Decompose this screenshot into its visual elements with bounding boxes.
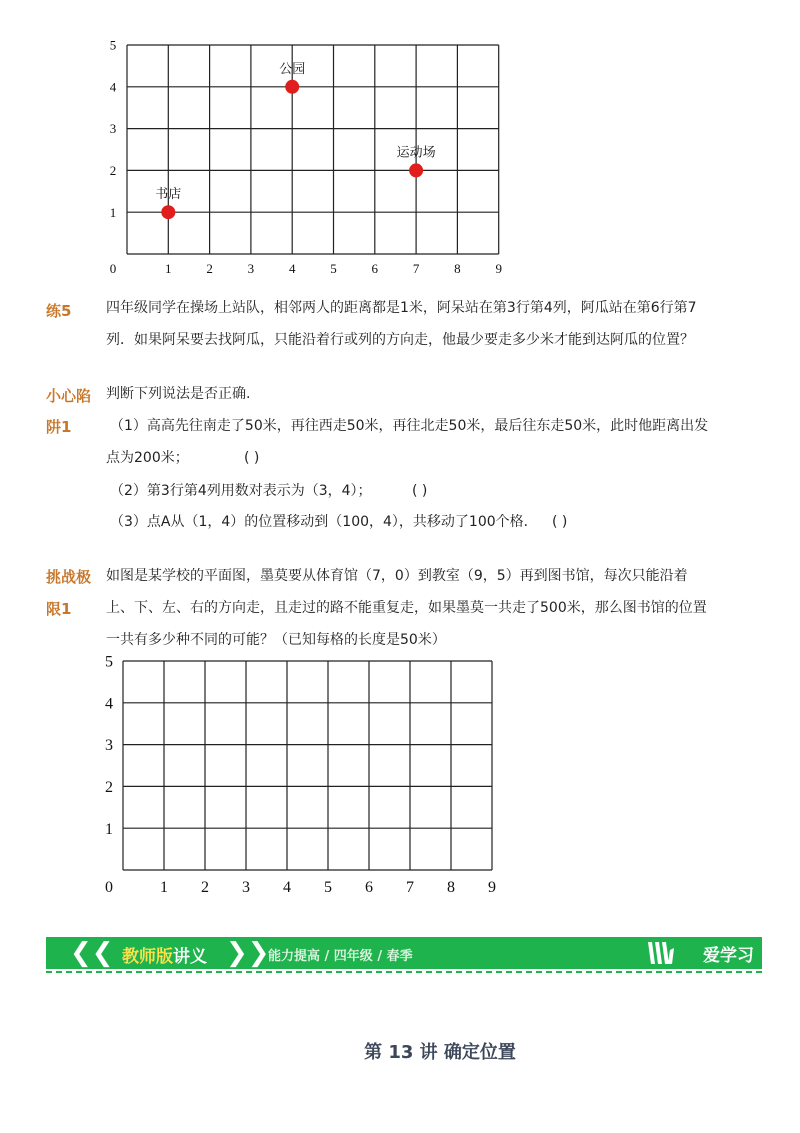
x-tick-label: 9 xyxy=(495,261,502,276)
y-tick-label: 1 xyxy=(105,820,113,838)
exercise-5-line-2: 列．如果阿呆要去找阿瓜，只能沿着行或列的方向走，他最少要走多少米才能到达阿瓜的位置？ xyxy=(106,332,694,348)
y-tick-label: 3 xyxy=(109,121,117,137)
x-tick-label: 5 xyxy=(324,879,332,896)
footer-dotted-line xyxy=(46,971,762,973)
y-tick-label: 2 xyxy=(109,162,117,178)
trap-1-item-1-blank: ( ) xyxy=(244,450,260,466)
brand-name: 爱学习 xyxy=(703,946,754,966)
top-coordinate-grid xyxy=(100,36,520,281)
challenge-1-tag-line-1: 挑战极 xyxy=(46,568,92,586)
y-tick-label: 4 xyxy=(109,79,117,95)
exercise-5-tag: 练5 xyxy=(46,302,72,320)
x-tick-label: 5 xyxy=(330,261,337,276)
x-tick-label: 1 xyxy=(160,879,168,896)
location-point xyxy=(285,80,299,94)
challenge-1-line-2: 上、下、左、右的方向走，且走过的路不能重复走，如果墨莫一共走了500米，那么图书馆的位置 xyxy=(106,600,707,616)
x-tick-label: 8 xyxy=(454,261,461,276)
x-tick-label: 6 xyxy=(365,879,373,896)
footer-banner xyxy=(46,937,762,969)
x-tick-label: 1 xyxy=(165,261,172,276)
x-tick-label: 7 xyxy=(406,879,414,896)
challenge-1-line-3: 一共有多少种不同的可能？（已知每格的长度是50米） xyxy=(106,632,446,648)
trap-1-item-1-line-1: （1）高高先往南走了50米，再往西走50米，再往北走50米，最后往东走50米，此时他距离出发 xyxy=(110,418,709,434)
x-tick-label: 7 xyxy=(412,261,420,276)
chevrons-right-icon: ❯❯ xyxy=(226,938,270,968)
trap-1-item-1-line-2: 点为200米； xyxy=(106,450,189,466)
lecture-title: 第 13 讲 确定位置 xyxy=(364,1042,516,1063)
x-tick-label: 3 xyxy=(247,261,255,276)
x-tick-label: 2 xyxy=(201,879,209,896)
x-tick-label: 6 xyxy=(371,261,379,276)
y-tick-label: 5 xyxy=(105,653,113,671)
trap-1-tag-line-1: 小心陷 xyxy=(46,387,92,405)
trap-1-item-3: （3）点A从（1，4）的位置移动到（100，4），共移动了100个格． xyxy=(110,514,538,530)
x-tick-label: 4 xyxy=(288,261,296,276)
trap-1-tag-line-2: 阱1 xyxy=(46,418,72,436)
x-tick-label: 3 xyxy=(242,879,250,896)
y-tick-label: 1 xyxy=(109,204,117,220)
brand-logo-icon xyxy=(646,940,676,966)
trap-1-item-2: （2）第3行第4列用数对表示为（3，4）； xyxy=(110,483,372,499)
x-tick-label: 0 xyxy=(105,879,113,896)
y-tick-label: 3 xyxy=(105,737,113,755)
location-label: 运动场 xyxy=(396,145,436,161)
footer-breadcrumb: 能力提高 / 四年级 / 春季 xyxy=(268,949,413,964)
trap-1-item-2-blank: ( ) xyxy=(412,483,428,499)
challenge-1-tag-line-2: 限1 xyxy=(46,600,72,618)
trap-1-intro: 判断下列说法是否正确. xyxy=(106,386,251,402)
chevrons-left-icon: ❮❮ xyxy=(70,938,114,968)
location-label: 书店 xyxy=(155,187,182,203)
x-tick-label: 4 xyxy=(283,879,291,896)
location-label: 公园 xyxy=(279,61,306,77)
bottom-coordinate-grid xyxy=(100,652,520,897)
location-point xyxy=(409,163,423,177)
teacher-edition-label: 教师版讲义 xyxy=(122,947,207,967)
y-tick-label: 2 xyxy=(105,779,113,796)
exercise-5-line-1: 四年级同学在操场上站队，相邻两人的距离都是1米，阿呆站在第3行第4列，阿瓜站在第6行第7 xyxy=(106,300,697,316)
challenge-1-line-1: 如图是某学校的平面图，墨莫要从体育馆（7，0）到教室（9，5）再到图书馆，每次只能沿着 xyxy=(106,568,688,584)
x-tick-label: 2 xyxy=(206,261,213,276)
x-tick-label: 8 xyxy=(447,879,455,896)
y-tick-label: 4 xyxy=(105,695,113,713)
x-tick-label: 0 xyxy=(109,261,117,276)
y-tick-label: 5 xyxy=(109,37,117,53)
location-point xyxy=(161,205,175,219)
x-tick-label: 9 xyxy=(488,879,496,896)
trap-1-item-3-blank: ( ) xyxy=(552,514,568,530)
